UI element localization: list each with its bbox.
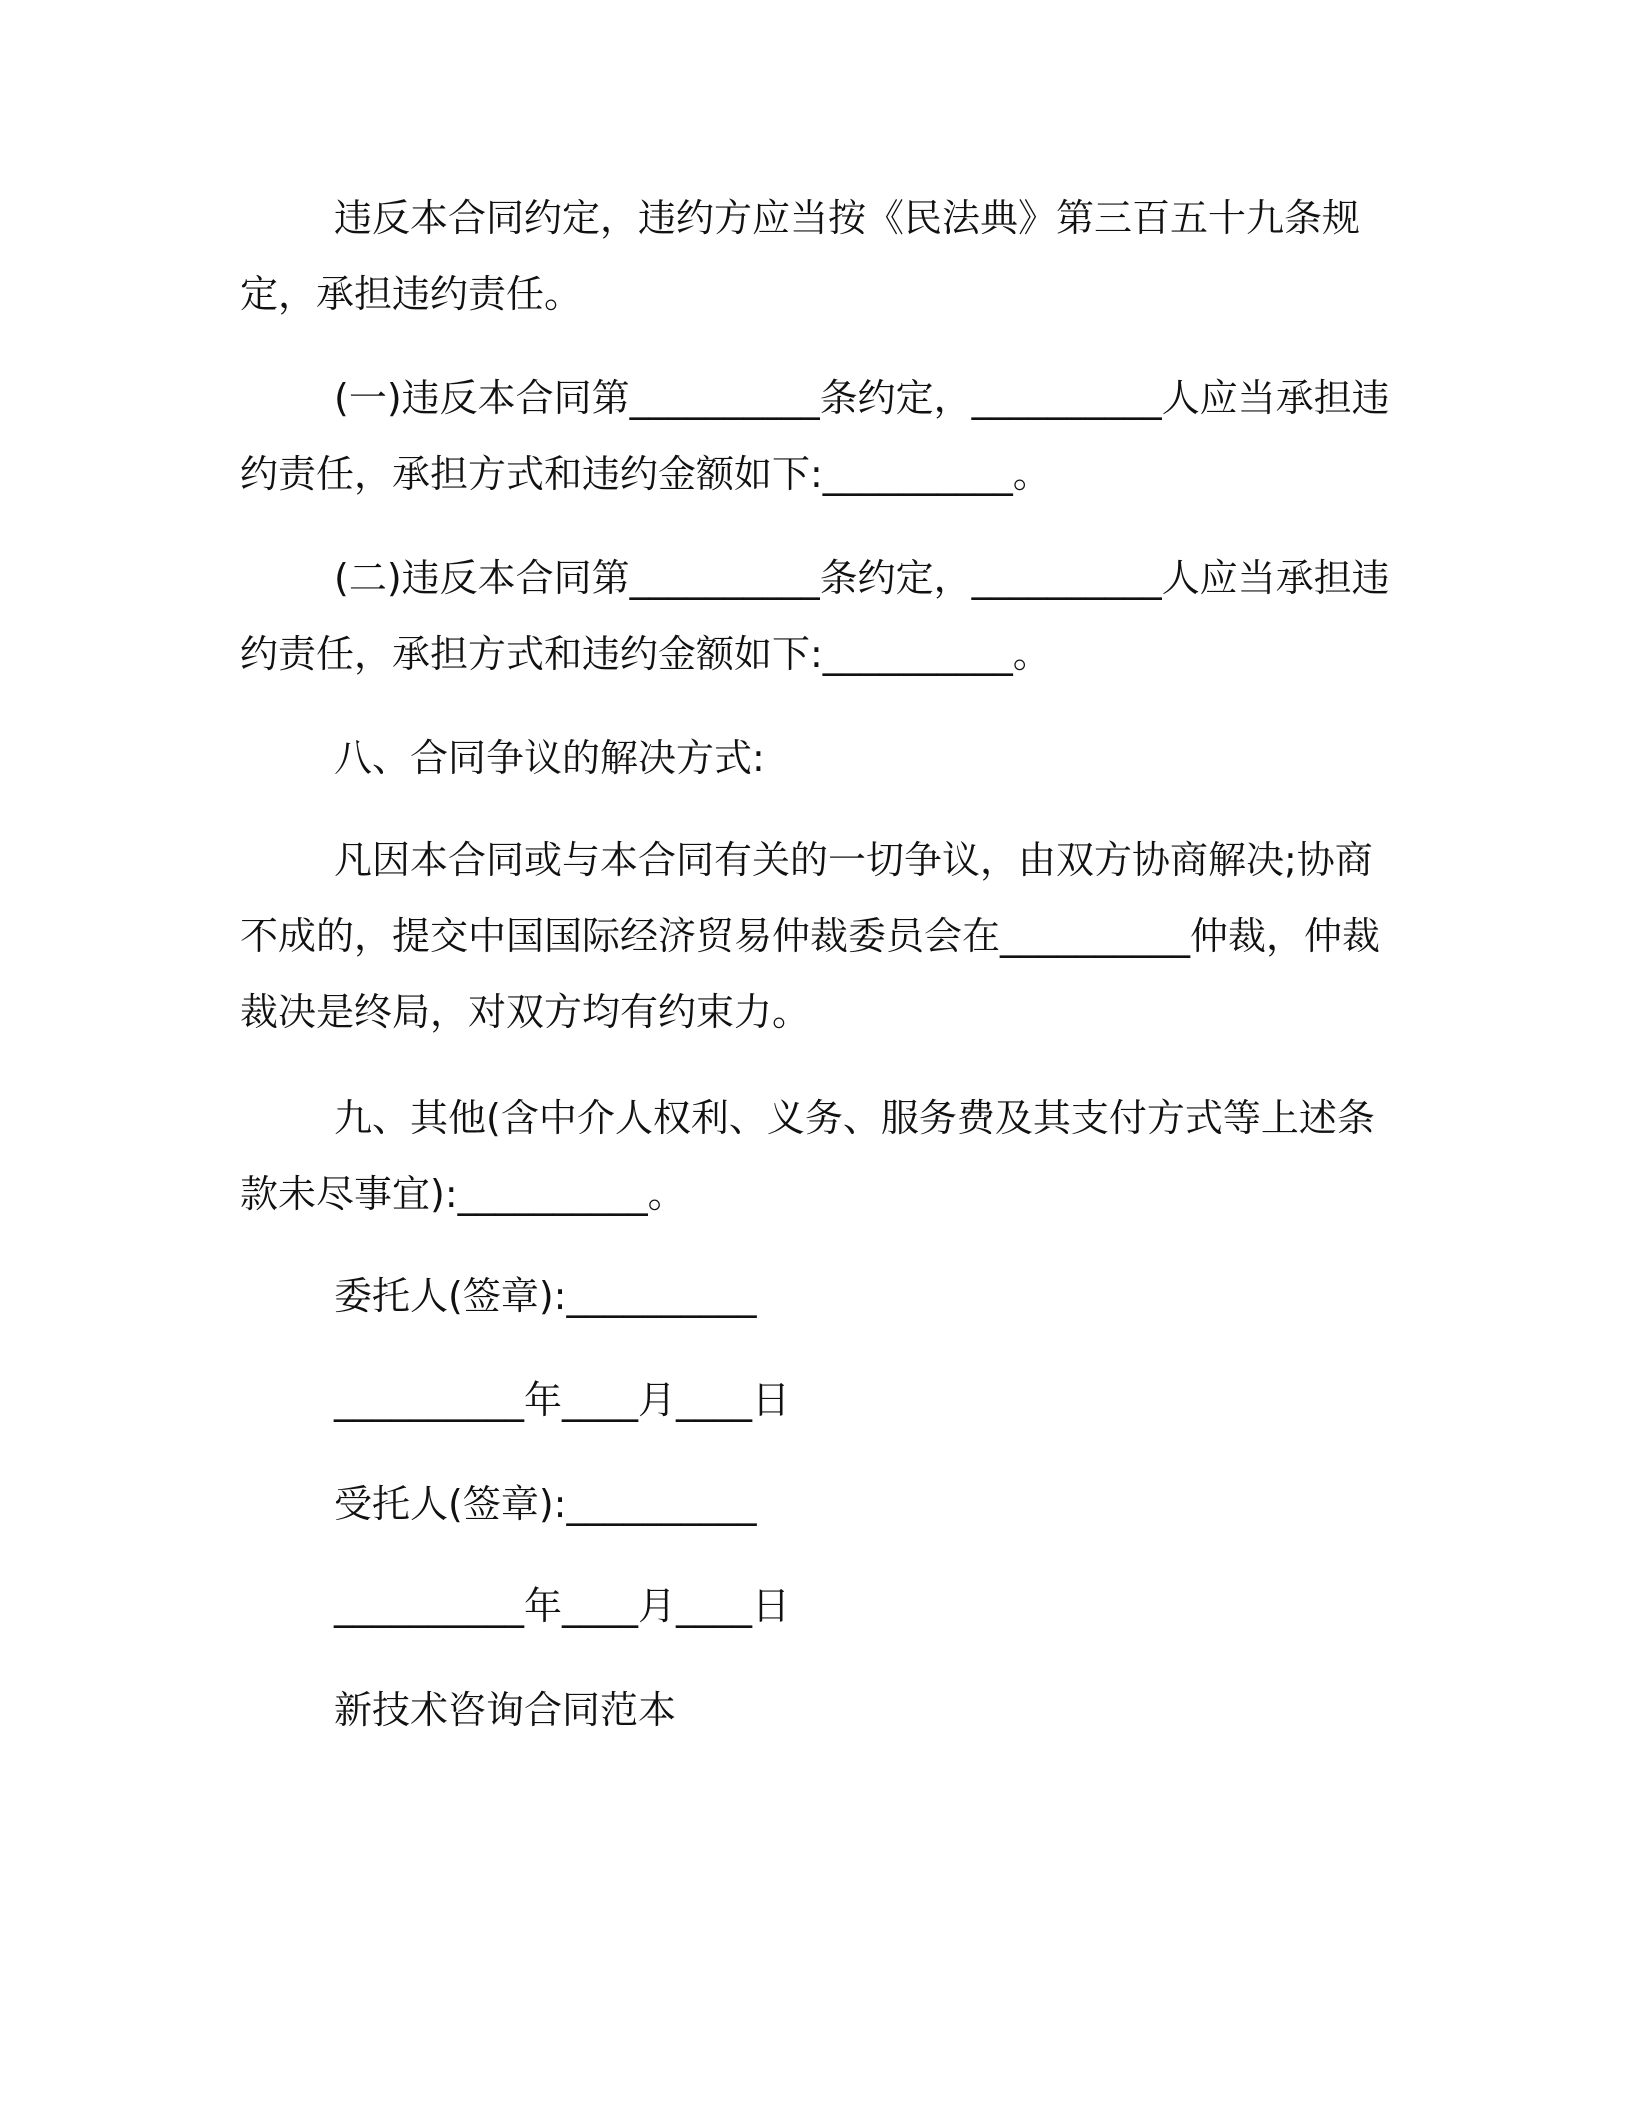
clause-breach-item-1: (一)违反本合同第__________条约定，__________人应当承担违约责任，承担方式和违约金额如下:__________。 (240, 376, 1390, 496)
client-date-line: __________年____月____日 (334, 1378, 791, 1422)
clause-breach-liability: 违反本合同约定，违约方应当按《民法典》第三百五十九条规定，承担违约责任。 (240, 196, 1361, 316)
clause-dispute-resolution: 凡因本合同或与本合同有关的一切争议，由双方协商解决;协商不成的，提交中国国际经济贸易仲裁委员会在__________仲裁，仲裁裁决是终局，对双方均有约束力。 (240, 838, 1381, 1034)
clause-other-matters: 九、其他(含中介人权利、义务、服务费及其支付方式等上述条款未尽事宜):__________。 (240, 1096, 1375, 1216)
client-signature-line: 委托人(签章):__________ (334, 1274, 757, 1318)
section-heading-dispute: 八、合同争议的解决方式: (334, 736, 765, 780)
next-contract-title: 新技术咨询合同范本 (334, 1688, 677, 1732)
clause-breach-item-2: (二)违反本合同第__________条约定，__________人应当承担违约责任，承担方式和违约金额如下:__________。 (240, 556, 1390, 676)
agent-date-line: __________年____月____日 (334, 1584, 791, 1628)
agent-signature-line: 受托人(签章):__________ (334, 1482, 757, 1526)
